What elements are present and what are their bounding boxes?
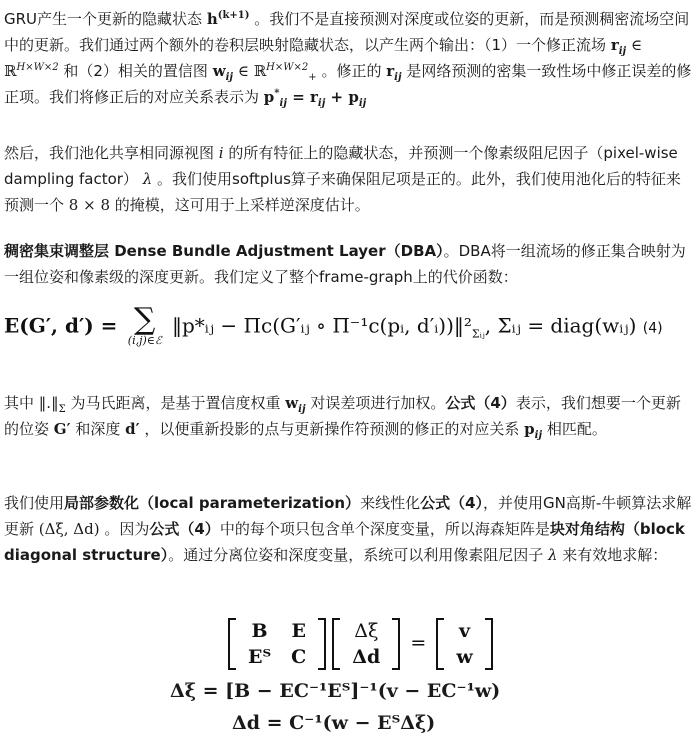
math-in-real-plus: ∈ ℝ$^{H\times W\times 2}_+$ <box>237 62 317 83</box>
text: 。修正的 <box>321 62 382 80</box>
math-G: G′ <box>53 420 71 438</box>
equation-ref: 公式（4） <box>445 394 516 412</box>
unknown-vector: Δξ Δd <box>332 618 400 670</box>
eq4-tail: , Σᵢⱼ = diag(wᵢⱼ) <box>484 313 637 338</box>
paragraph-local-parameterization <box>4 490 694 568</box>
text: 来有效地求解： <box>562 546 668 564</box>
text: 中的每个项只包含单个深度变量，所以海森矩阵是 <box>219 520 550 538</box>
text: 相匹配。 <box>546 420 607 438</box>
dba-heading: 稠密集束调整层 Dense Bundle Adjustment Layer（DBA） <box>4 242 444 260</box>
hessian-matrix: B E Eᵀ C <box>228 618 326 670</box>
equals-sign: = <box>410 632 427 654</box>
paragraph-pooling <box>4 140 694 218</box>
math-w: $w_{ij}$ <box>285 394 306 415</box>
math-mask-size: 8 × 8 <box>68 196 110 214</box>
bold-term: 块对角结构（block diagonal structure） <box>4 520 685 564</box>
paragraph-dba <box>4 238 694 290</box>
text: 表示，我们想要一个更新的位姿 <box>4 394 681 438</box>
paragraph-mahalanobis <box>4 390 694 442</box>
math-r: $r_{ij}$ <box>610 36 627 57</box>
sum-symbol: ∑ (i,j)∈ℰ <box>127 302 162 347</box>
math-d: d′ <box>125 420 140 438</box>
text: 。我们不是直接预测对深度或位姿的更新，而是预测稠密流场空间中的更新。我们通过两个额外的卷积层映射隐藏状态，以产生两个输出：（1）一个修正流场 <box>4 10 690 54</box>
equation-ref: 公式（4） <box>149 520 220 538</box>
text: 其中 <box>4 394 35 412</box>
math-in-real: ∈ ℝ$^{H\times W\times 2}$ <box>4 36 643 80</box>
text: 我们使用 <box>4 494 65 512</box>
text: 然后，我们池化共享相同源视图 <box>4 144 215 162</box>
text: 。我们使用softplus算子来确保阻尼项是正的。此外，我们使用池化后的特征来预测一个 <box>4 170 681 214</box>
equation-4 <box>4 302 663 348</box>
math-w: $w_{ij}$ <box>212 62 234 83</box>
text: 。通过分离位姿和深度变量，系统可以利用像素阻尼因子 <box>168 546 544 564</box>
text: ，并使用GN高斯-牛顿算法求解更新 <box>4 494 692 538</box>
pose-update-equation: Δξ = [B − EC⁻¹Eᵀ]⁻¹(v − EC⁻¹w) <box>170 680 501 702</box>
text: GRU产生一个更新的隐藏状态 <box>4 10 203 28</box>
equation-number: (4) <box>642 320 663 337</box>
rhs-vector: v w <box>436 618 492 670</box>
eq4-body: ‖p*ᵢⱼ − Πc(G′ᵢⱼ ∘ Π⁻¹c(pᵢ, d′ᵢ))‖² <box>171 313 472 338</box>
depth-update-equation: Δd = C⁻¹(w − EᵀΔξ) <box>232 712 436 734</box>
text: 。因为 <box>104 520 150 538</box>
bold-term: 局部参数化（local parameterization） <box>64 494 361 512</box>
text: 和深度 <box>75 420 121 438</box>
matrix-equation <box>228 618 493 670</box>
math-h: $h^{(k+1)}$ <box>206 10 250 28</box>
math-update: (Δξ, Δd) <box>38 520 100 538</box>
eq4-norm-sub: Σᵢⱼ <box>471 327 485 341</box>
text: 的所有特征上的隐藏状态，并预测一个像素级阻尼因子（pixel-wise dampling factor） <box>4 144 678 188</box>
math-r-inline: $r_{ij}$ <box>386 62 402 83</box>
text: 对误差项进行加权。 <box>310 394 446 412</box>
text: 的掩模，这可用于上采样逆深度估计。 <box>114 196 370 214</box>
math-norm: $‖.‖_\Sigma$ <box>38 394 66 415</box>
text: ，以便重新投影的点与更新操作符预测的修正的对应关系 <box>144 420 520 438</box>
text: 来线性化 <box>360 494 421 512</box>
math-i: i <box>218 144 224 162</box>
math-lambda: λ <box>142 170 153 188</box>
equation-ref: 公式（4） <box>420 494 484 512</box>
math-corrected-correspondence: $p^*_{ij} = r_{ij} + p_{ij}$ <box>263 88 367 109</box>
text: 。DBA将一组流场的修正集合映射为一组位姿和像素级的深度更新。我们定义了整个frame-graph上的代价函数： <box>4 242 686 286</box>
text: 和（2）相关的置信图 <box>63 62 208 80</box>
text: 为马氏距离，是基于置信度权重 <box>70 394 281 412</box>
math-p: $p_{ij}$ <box>524 420 543 441</box>
paragraph-gru-update <box>4 6 694 110</box>
math-lambda: λ <box>548 546 558 564</box>
text: 是网络预测的密集一致性场中修正误差的修正项。我们将修正后的对应关系表示为 <box>4 62 692 106</box>
eq4-lhs: E(G′, d′) = <box>4 313 118 338</box>
